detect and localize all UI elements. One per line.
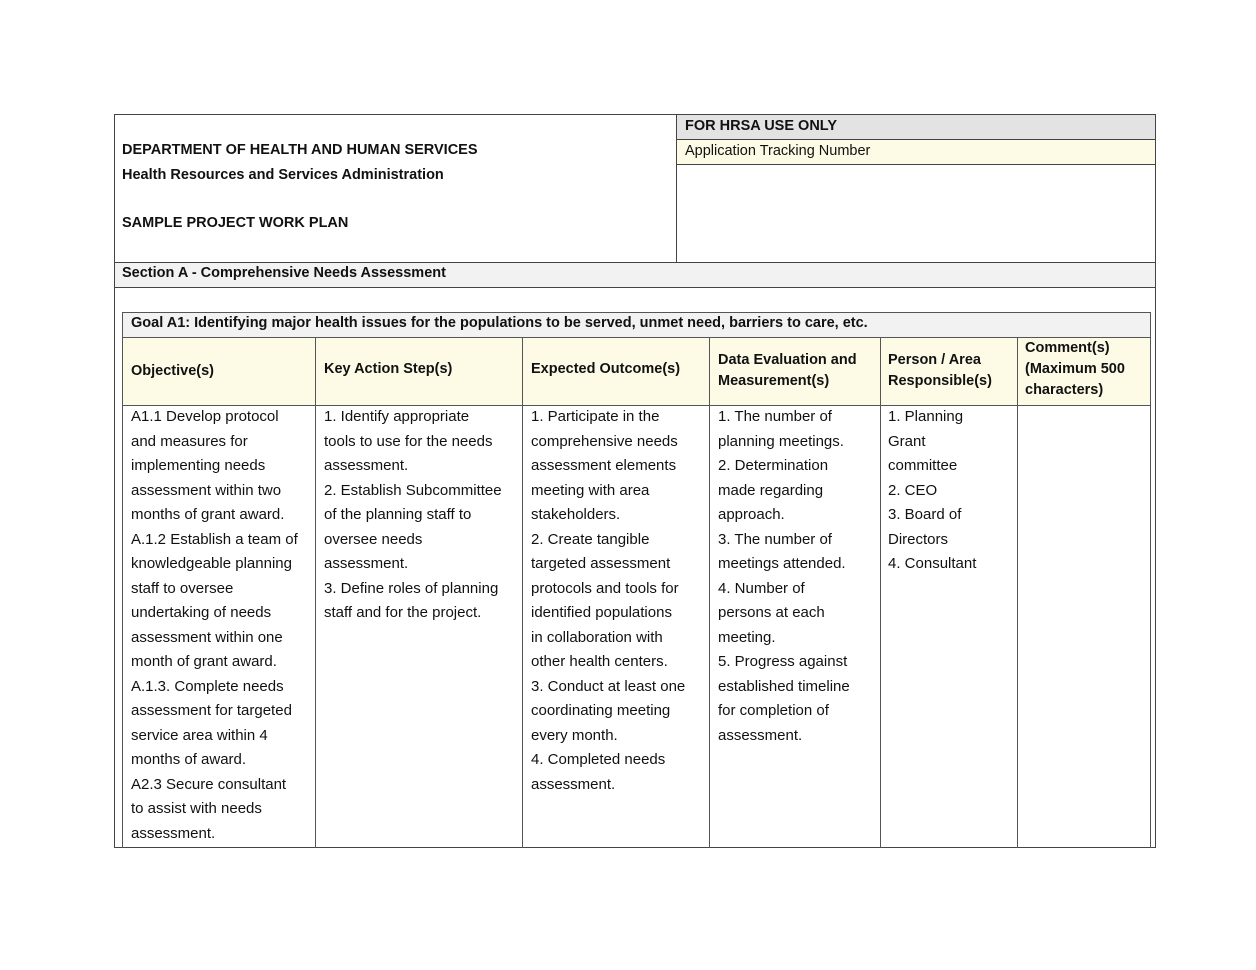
cell-objectives: A1.1 Develop protocol and measures for implementing needs assessment within two months of grant award. A.1.2 Establish a team of knowledgeable planning staff to oversee undertaking of needs assessment within one month of grant award. A.1.3. Complete needs assessment for targeted service area within 4 months of award. A2.3 Secure consultant to assist with needs assessment.: [131, 408, 298, 842]
plan-title: SAMPLE PROJECT WORK PLAN: [122, 215, 349, 231]
section-bottom-divider: [114, 287, 1156, 288]
cell-data-evaluation: 1. The number of planning meetings. 2. Determination made regarding approach. 3. The number of meetings attended. 4. Number of persons at each meeting. 5. Progress against established timeline for completion of assessment.: [718, 408, 850, 744]
administration-title: Health Resources and Services Administration: [122, 167, 444, 183]
column-divider: [880, 338, 881, 848]
hrsa-use-label: FOR HRSA USE ONLY: [685, 118, 838, 134]
header-objectives: Objective(s): [131, 363, 214, 379]
column-divider: [315, 338, 316, 848]
cell-person-responsible: 1. Planning Grant committee 2. CEO 3. Board of Directors 4. Consultant: [888, 408, 977, 572]
hrsa-row-divider: [676, 139, 1156, 140]
section-title: Section A - Comprehensive Needs Assessment: [122, 265, 446, 281]
header-key-action-steps: Key Action Step(s): [324, 361, 453, 377]
header-data-evaluation: Data Evaluation and Measurement(s): [718, 352, 857, 389]
cell-key-action-steps: 1. Identify appropriate tools to use for the needs assessment. 2. Establish Subcommittee of the planning staff to oversee needs assessment. 3. Define roles of planning staff and for the project.: [324, 408, 502, 621]
header-comments: Comment(s) (Maximum 500 characters): [1025, 340, 1125, 398]
header-divider: [676, 114, 677, 262]
header-expected-outcomes: Expected Outcome(s): [531, 361, 681, 377]
header-person-responsible: Person / Area Responsible(s): [888, 352, 992, 389]
tracking-row-divider: [676, 164, 1156, 165]
column-divider: [522, 338, 523, 848]
goal-title: Goal A1: Identifying major health issues for the populations to be served, unmet need, barriers to care, etc.: [131, 315, 868, 331]
header-bottom-divider: [114, 262, 1156, 263]
cell-expected-outcomes: 1. Participate in the comprehensive needs assessment elements meeting with area stakeholders. 2. Create tangible targeted assessment protocols and tools for identified populations in collaboration with other health centers. 3. Conduct at least one coordinating meeting every month. 4. Completed needs assessment.: [531, 408, 686, 793]
tracking-number-field[interactable]: Application Tracking Number: [685, 143, 871, 159]
column-divider: [709, 338, 710, 848]
column-divider: [1017, 338, 1018, 848]
department-title: DEPARTMENT OF HEALTH AND HUMAN SERVICES: [122, 142, 478, 158]
